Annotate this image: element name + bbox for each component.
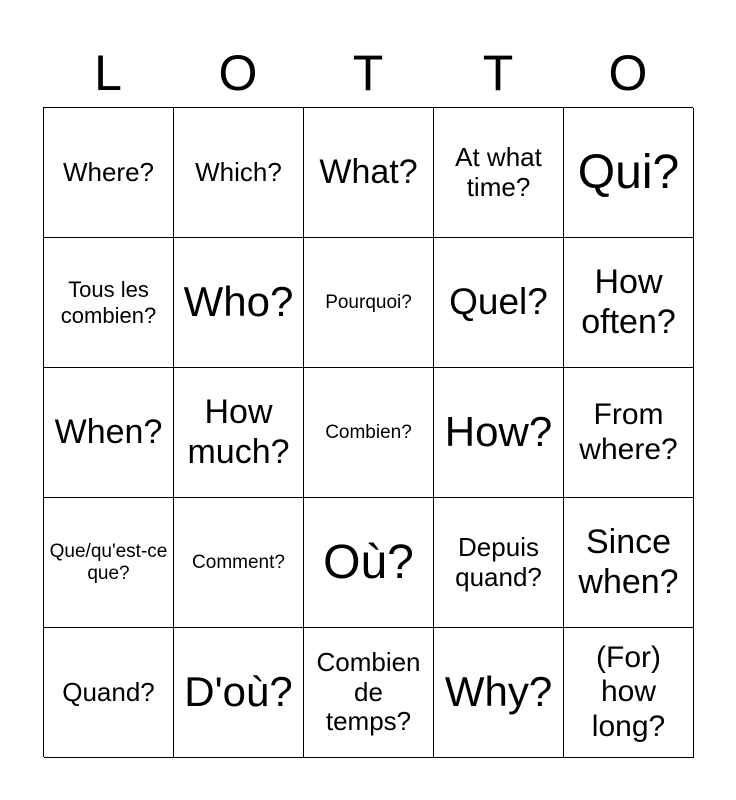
cell-text: Où? xyxy=(323,535,414,589)
cell-text: Since when? xyxy=(578,523,679,601)
cell-text: What? xyxy=(319,152,418,191)
board-cell[interactable] xyxy=(304,108,434,238)
board-cell[interactable] xyxy=(174,108,304,238)
board-cell[interactable] xyxy=(174,368,304,498)
board-cell[interactable] xyxy=(304,498,434,628)
cell-text: How much? xyxy=(187,393,290,471)
board-cell[interactable] xyxy=(304,368,434,498)
cell-text: Combien? xyxy=(325,421,412,443)
board-cell[interactable] xyxy=(564,238,694,368)
cell-text: Qui? xyxy=(577,145,680,199)
board-cell[interactable] xyxy=(434,628,564,758)
cell-text: From where? xyxy=(579,398,678,466)
cell-text: Which? xyxy=(195,156,282,187)
board-cell[interactable] xyxy=(44,108,174,238)
board-cell[interactable] xyxy=(564,368,694,498)
board-cell[interactable] xyxy=(174,238,304,368)
header-letter-t-2: T xyxy=(482,45,514,101)
header-letter-o: O xyxy=(218,45,258,101)
board-cell[interactable] xyxy=(44,498,174,628)
board-cell[interactable] xyxy=(44,238,174,368)
board-cell[interactable] xyxy=(564,628,694,758)
cell-text: Quand? xyxy=(62,676,155,707)
board-cell[interactable] xyxy=(44,628,174,758)
board-cell[interactable] xyxy=(434,498,564,628)
board-cell[interactable] xyxy=(304,238,434,368)
cell-text: Que/qu'est-ce que? xyxy=(49,540,168,584)
cell-text: D'où? xyxy=(184,668,293,716)
board-cell[interactable] xyxy=(434,238,564,368)
cell-text: When? xyxy=(54,412,163,451)
cell-text: Combien de temps? xyxy=(316,646,421,737)
cell-text: Depuis quand? xyxy=(455,531,542,592)
board-cell[interactable] xyxy=(174,498,304,628)
cell-text: (For) how long? xyxy=(591,640,666,743)
header-letter-l: L xyxy=(94,45,122,101)
board-cell[interactable] xyxy=(174,628,304,758)
cell-text: How often? xyxy=(581,263,676,341)
bingo-board xyxy=(43,107,693,757)
board-cell[interactable] xyxy=(44,368,174,498)
board-cell[interactable] xyxy=(434,108,564,238)
board-cell[interactable] xyxy=(304,628,434,758)
cell-text: How? xyxy=(444,408,553,456)
header-letter-o-2: O xyxy=(608,45,648,101)
header-letter-t: T xyxy=(352,45,384,101)
board-cell[interactable] xyxy=(564,108,694,238)
cell-text: Quel? xyxy=(449,281,548,323)
board-cell[interactable] xyxy=(564,498,694,628)
cell-text: Why? xyxy=(444,668,553,716)
card-header xyxy=(43,40,693,106)
cell-text: Comment? xyxy=(192,551,285,573)
cell-text: Tous les combien? xyxy=(60,277,157,328)
board-cell[interactable] xyxy=(434,368,564,498)
cell-text: Where? xyxy=(62,156,155,187)
cell-text: At what time? xyxy=(455,141,542,202)
cell-text: Pourquoi? xyxy=(325,291,412,313)
cell-text: Who? xyxy=(183,278,294,326)
